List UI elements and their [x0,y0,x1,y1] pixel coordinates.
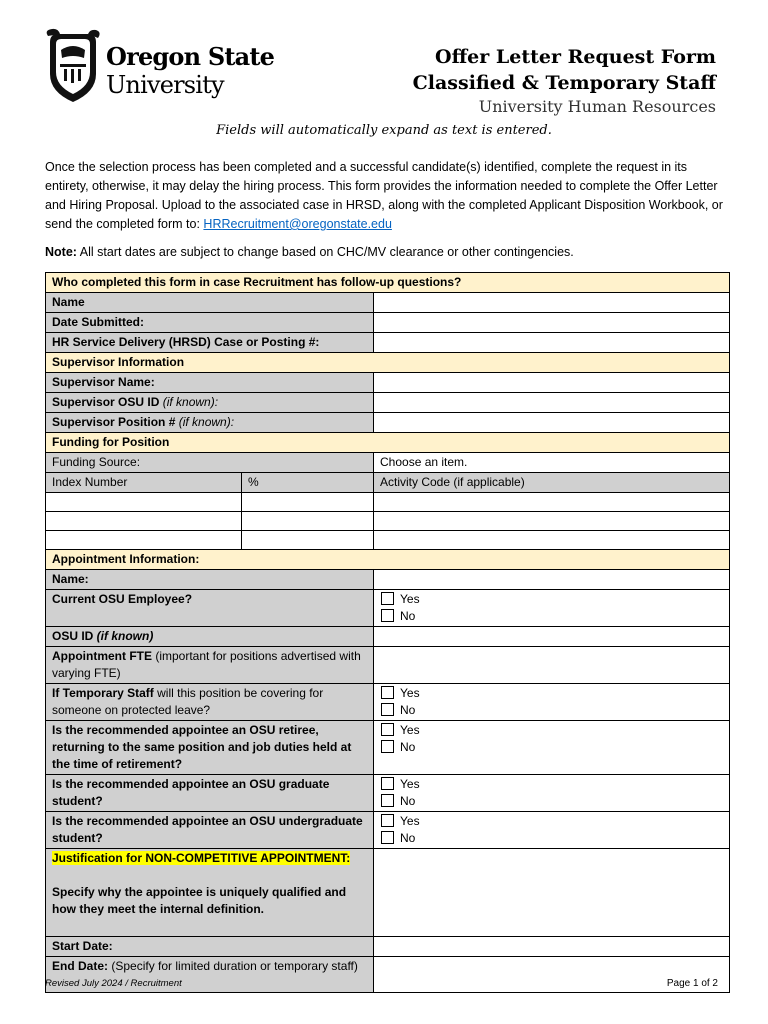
supervisor-name-field[interactable] [374,373,730,393]
index-number-field[interactable] [46,512,242,531]
beaver-seal-icon [44,28,102,104]
yes-checkbox[interactable] [381,723,394,736]
current-employee-label: Current OSU Employee? [46,590,374,627]
osu-id-field[interactable] [374,627,730,647]
undergrad-student-options: Yes No [374,812,730,849]
case-number-field[interactable] [374,333,730,353]
grad-student-options: Yes No [374,775,730,812]
grad-student-label: Is the recommended appointee an OSU graduate student? [46,775,374,812]
no-checkbox[interactable] [381,794,394,807]
percent-field[interactable] [242,512,374,531]
yes-checkbox[interactable] [381,777,394,790]
form-subtitle: Classified & Temporary Staff [412,72,716,94]
appointment-fte-field[interactable] [374,647,730,684]
yes-checkbox[interactable] [381,592,394,605]
temp-staff-options: Yes No [374,684,730,721]
start-date-label: Start Date: [46,937,374,957]
department-name: University Human Resources [478,97,716,116]
retiree-label: Is the recommended appointee an OSU retiree, returning to the same position and job duties held at the time of retirement? [46,721,374,775]
supervisor-id-field[interactable] [374,393,730,413]
note-text: All start dates are subject to change based on CHC/MV clearance or other contingencies. [76,245,574,259]
revision-note: Revised July 2024 / Recruitment [45,978,182,989]
no-checkbox[interactable] [381,831,394,844]
current-employee-options: Yes No [374,590,730,627]
page-number: Page 1 of 2 [666,978,718,989]
title-block [413,44,716,118]
supervisor-id-label: Supervisor OSU ID (if known): [46,393,374,413]
osu-logo [44,28,274,106]
intro-text: Once the selection process has been completed and a successful candidate(s) identified, complete the request in its entirety, otherwise, it may delay the hiring process. This form provides the information needed to complete the Offer Letter and Hiring Proposal. Upload to the associated case in HRSD, along with the completed Applicant Disposition Workbook, or send the completed form to: [45,160,723,231]
fields-note: Fields will automatically expand as text is entered. [216,123,552,138]
date-submitted-field[interactable] [374,313,730,333]
end-date-label: End Date: (Specify for limited duration or temporary staff) [46,957,374,993]
justification-field[interactable] [374,849,730,937]
activity-code-header: Activity Code (if applicable) [374,473,730,493]
justification-label [46,849,374,937]
activity-code-field[interactable] [374,512,730,531]
logo-wordmark-line2: University [106,71,224,99]
supervisor-position-label: Supervisor Position # (if known): [46,413,374,433]
note-label: Note: [45,245,77,259]
case-number-label: HR Service Delivery (HRSD) Case or Posting #: [46,333,374,353]
start-date-field[interactable] [374,937,730,957]
percent-field[interactable] [242,493,374,512]
index-number-header: Index Number [46,473,242,493]
osu-id-label: OSU ID (if known) [46,627,374,647]
undergrad-student-label: Is the recommended appointee an OSU undergraduate student? [46,812,374,849]
funding-source-label: Funding Source: [46,453,374,473]
index-number-field[interactable] [46,493,242,512]
contact-name-field[interactable] [374,293,730,313]
no-checkbox[interactable] [381,703,394,716]
percent-field[interactable] [242,531,374,550]
activity-code-field[interactable] [374,531,730,550]
percent-header: % [242,473,374,493]
activity-code-field[interactable] [374,493,730,512]
funding-source-dropdown[interactable]: Choose an item. [374,453,730,473]
temp-staff-label: If Temporary Staff will this position be covering for someone on protected leave? [46,684,374,721]
section-appointment-header: Appointment Information: [46,550,730,570]
no-checkbox[interactable] [381,740,394,753]
form-title: Offer Letter Request Form [435,46,716,68]
yes-checkbox[interactable] [381,686,394,699]
section-contact-header: Who completed this form in case Recruitment has follow-up questions? [46,273,730,293]
index-number-field[interactable] [46,531,242,550]
supervisor-position-field[interactable] [374,413,730,433]
intro-paragraph [45,158,725,234]
retiree-options: Yes No [374,721,730,775]
date-submitted-label: Date Submitted: [46,313,374,333]
appointee-name-field[interactable] [374,570,730,590]
section-funding-header: Funding for Position [46,433,730,453]
recruitment-email-link[interactable]: HRRecruitment@oregonstate.edu [203,217,392,231]
yes-checkbox[interactable] [381,814,394,827]
offer-form-table [45,272,730,993]
justification-detail: Specify why the appointee is uniquely qualified and how they meet the internal definition. [52,885,347,916]
supervisor-name-label: Supervisor Name: [46,373,374,393]
logo-wordmark-line1: Oregon State [106,42,275,71]
contact-name-label: Name [46,293,374,313]
note-paragraph [45,243,725,262]
justification-heading: Justification for NON-COMPETITIVE APPOINTMENT: [52,851,351,865]
appointee-name-label: Name: [46,570,374,590]
no-checkbox[interactable] [381,609,394,622]
section-supervisor-header: Supervisor Information [46,353,730,373]
appointment-fte-label: Appointment FTE (important for positions advertised with varying FTE) [46,647,374,684]
